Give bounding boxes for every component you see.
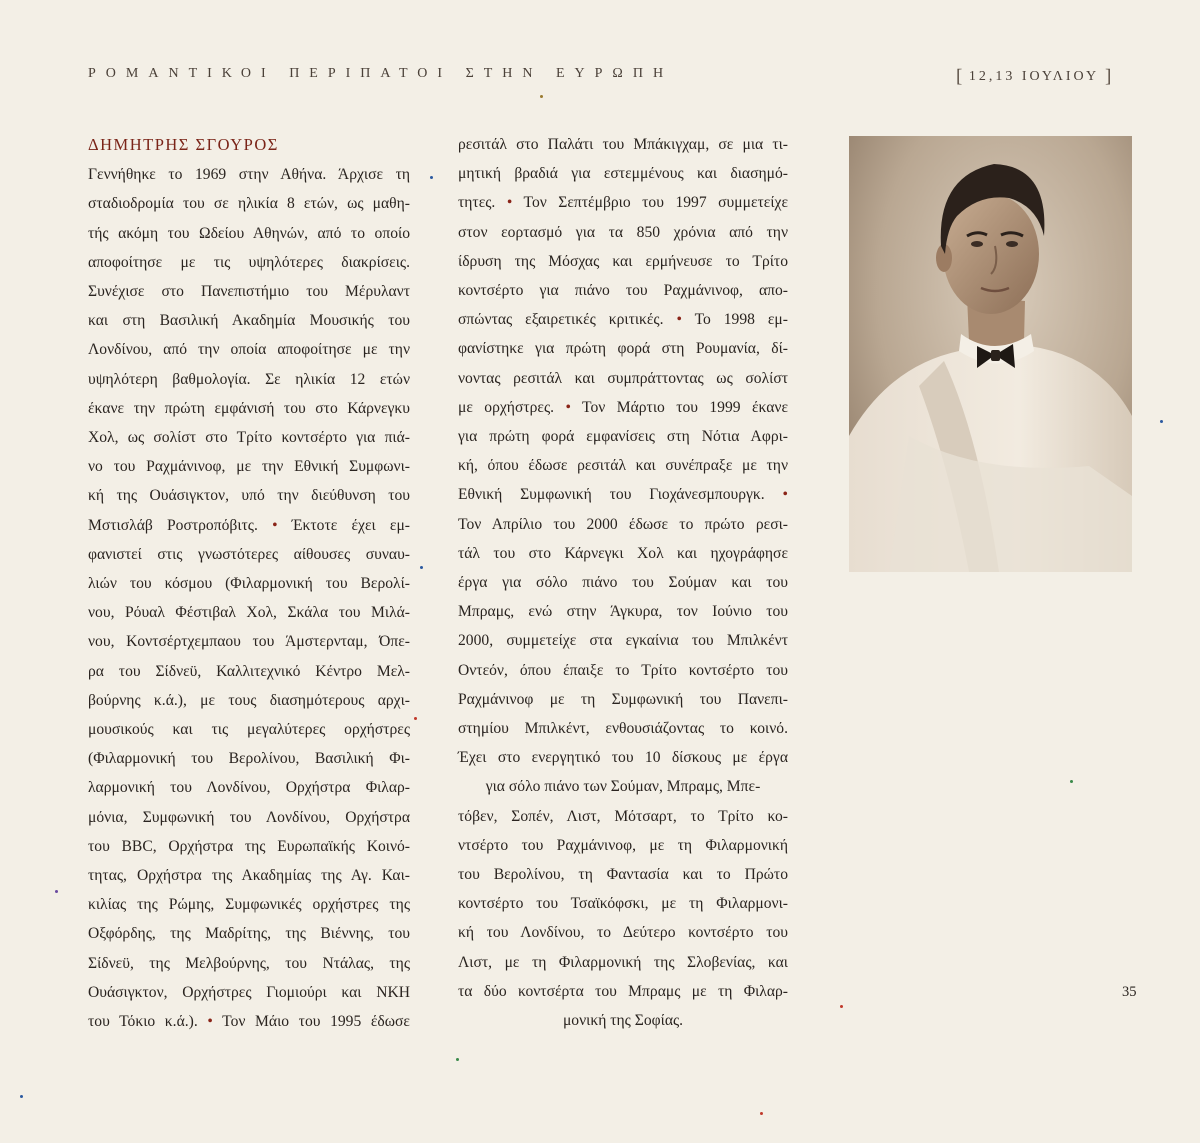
- text-line: έργα για σόλο πιάνο του Σούμαν και του: [458, 574, 788, 592]
- bullet-separator: •: [207, 1013, 213, 1031]
- text-line: [458, 480, 788, 509]
- text-line: έκανε την πρώτη εμφάνισή του στο Κάρνεγκυ: [88, 399, 410, 417]
- text-column-1: [88, 130, 410, 1036]
- text-line: στον εορτασμό για τα 850 χρόνια από την: [458, 223, 788, 241]
- running-title: ΡΟΜΑΝΤΙΚΟΙ ΠΕΡΙΠΑΤΟΙ ΣΤΗΝ ΕΥΡΩΠΗ: [88, 66, 674, 81]
- text-line: Οντεόν, όπου έπαιξε το Τρίτο κοντσέρτο του: [458, 661, 788, 679]
- text-line: μόνια, Συμφωνική του Λονδίνου, Ορχήστρα: [88, 808, 410, 826]
- text-line: του Βερολίνου, τη Φαντασία και το Πρώτο: [458, 866, 788, 884]
- text-line: κή της Ουάσιγκτον, υπό την διεύθυνση του: [88, 487, 410, 505]
- text-line: σταδιοδρομία του σε ηλικία 8 ετών, ως μαθη-: [88, 195, 410, 213]
- text-line: τάλ του στο Κάρνεγκι Χολ και ηχογράφησε: [458, 544, 788, 562]
- text-line: [88, 1007, 410, 1036]
- text-line: Τον Απρίλιο του 2000 έδωσε το πρώτο ρεσι-: [458, 515, 788, 533]
- text-line: Οξφόρδης, της Μαδρίτης, της Βιέννης, του: [88, 925, 410, 943]
- text-line: [458, 393, 788, 422]
- text-line: Λιστ, με τη Φιλαρμονική της Σλοβενίας, και: [458, 953, 788, 971]
- text-line: λιών του κόσμου (Φιλαρμονική του Βερολί-: [88, 575, 410, 593]
- text-line: για σόλο πιάνο των Σούμαν, Μπραμς, Μπε-: [485, 778, 761, 796]
- text-line: Λονδίνου, από την οποία αποφοίτησε με την: [88, 341, 410, 359]
- text-line: (Φιλαρμονική του Βερολίνου, Βασιλική Φι-: [88, 750, 410, 768]
- text-line: φανιστεί στις γνωστότερες αίθουσες συναυ-: [88, 545, 410, 563]
- text-line: μητική βραδιά για εστεμμένους και διασημό-: [458, 165, 788, 183]
- text-segment: με ορχήστρες.: [458, 398, 555, 416]
- portrait-illustration: [849, 136, 1132, 572]
- text-line: αποφοίτησε με τις υψηλότερες διακρίσεις.: [88, 253, 410, 271]
- text-line: του BBC, Ορχήστρα της Ευρωπαϊκής Κοινό-: [88, 837, 410, 855]
- text-segment: Τον Μάρτιο του 1999 έκανε: [582, 398, 789, 416]
- text-line: φανίστηκε για πρώτη φορά στη Ρουμανία, δί-: [458, 340, 788, 358]
- bullet-separator: •: [676, 311, 682, 329]
- text-segment: Έκτοτε έχει εμ-: [291, 516, 410, 534]
- text-line: Ουάσιγκτον, Ορχήστρες Γιομιούρι και ΝΚΗ: [88, 983, 410, 1001]
- date-label: 12,13 ΙΟΥΛΙΟΥ: [968, 69, 1099, 84]
- text-line: τα δύο κοντσέρτα του Μπραμς με τη Φιλαρ-: [458, 982, 788, 1000]
- text-line: κοντσέρτο του Τσαϊκόφσκι, με τη Φιλαρμονι-: [458, 895, 788, 913]
- text-line: [88, 511, 410, 540]
- bullet-separator: •: [272, 516, 278, 534]
- bullet-separator: •: [565, 398, 571, 416]
- text-line: λαρμονική του Λονδίνου, Ορχήστρα Φιλαρ-: [88, 779, 410, 797]
- text-line: [458, 188, 788, 217]
- text-line: Συνέχισε στο Πανεπιστήμιο του Μέρυλαντ: [88, 283, 410, 301]
- text-line: Έχει στο ενεργητικό του 10 δίσκους με έργα: [458, 749, 788, 767]
- text-segment: του Τόκιο κ.ά.).: [88, 1013, 198, 1031]
- text-line: κή του Λονδίνου, το Δεύτερο κοντσέρτο του: [458, 924, 788, 942]
- text-line: ρα του Σίδνεϋ, Καλλιτεχνικό Κέντρο Μελ-: [88, 662, 410, 680]
- text-line: νου, Ρόυαλ Φέστιβαλ Χολ, Σκάλα του Μιλά-: [88, 604, 410, 622]
- bracket-open: [: [956, 66, 963, 87]
- text-line: [458, 305, 788, 334]
- artist-name-heading: ΔΗΜΗΤΡΗΣ ΣΓΟΥΡΟΣ: [88, 135, 279, 154]
- text-column-2: [458, 130, 788, 1035]
- text-line: Γεννήθηκε το 1969 στην Αθήνα. Άρχισε τη: [88, 166, 410, 184]
- text-line: τητας, Ορχήστρα της Ακαδημίας της Αγ. Και-: [88, 867, 410, 885]
- date-range: [956, 66, 1111, 88]
- text-line: Σίδνεϋ, της Μελβούρνης, του Ντάλας, της: [88, 954, 410, 972]
- text-line: μονική της Σοφίας.: [562, 1012, 684, 1030]
- text-line: μουσικούς και τις μεγαλύτερες ορχήστρες: [88, 721, 410, 739]
- text-line: νοντας ρεσιτάλ και συμπράττοντας ως σολίστ: [458, 369, 788, 387]
- text-line: τόβεν, Σοπέν, Λιστ, Μότσαρτ, το Τρίτο κο-: [458, 807, 788, 825]
- text-line: για πρώτη φορά εμφανίσεις στη Νότια Αφρι-: [458, 428, 788, 446]
- text-line: 2000, συμμετείχε στα εγκαίνια του Μπιλκέντ: [458, 632, 788, 650]
- text-segment: Τον Σεπτέμβριο του 1997 συμμετείχε: [523, 194, 788, 212]
- text-segment: Το 1998 εμ-: [694, 311, 788, 329]
- text-segment: σπώντας εξαιρετικές κριτικές.: [458, 311, 664, 329]
- text-line: κή, όπου έδωσε ρεσιτάλ και συνέπραξε με την: [458, 457, 788, 475]
- bullet-separator: •: [782, 486, 788, 504]
- text-segment: Τον Μάιο του 1995 έδωσε: [222, 1013, 410, 1031]
- text-line: στημίου Μπιλκέντ, ενθουσιάζοντας το κοινό.: [458, 720, 788, 738]
- portrait-photo: [849, 136, 1132, 572]
- text-line: και στη Βασιλική Ακαδημία Μουσικής του: [88, 312, 410, 330]
- text-line: Ραχμάνινοφ με τη Συμφωνική του Πανεπι-: [458, 690, 788, 708]
- text-line: ντσέρτο του Ραχμάνινοφ, με τη Φιλαρμονική: [458, 836, 788, 854]
- text-line: κιλίας της Ρώμης, Συμφωνικές ορχήστρες της: [88, 896, 410, 914]
- text-line: βούρνης κ.ά.), με τους διασημότερους αρχι-: [88, 691, 410, 709]
- text-segment: Εθνική Συμφωνική του Γιοχάνεσμπουργκ.: [458, 486, 765, 504]
- bullet-separator: •: [506, 194, 513, 212]
- text-line: ίδρυση της Μόσχας και ερμήνευσε το Τρίτο: [458, 252, 788, 270]
- text-line: κοντσέρτο για πιάνο του Ραχμάνινοφ, απο-: [458, 282, 788, 300]
- text-line: Χολ, ως σολίστ στο Τρίτο κοντσέρτο για πιά-: [88, 429, 410, 447]
- text-line: τής ακόμη του Ωδείου Αθηνών, από το οποίο: [88, 224, 410, 242]
- text-line: υψηλότερη βαθμολογία. Σε ηλικία 12 ετών: [88, 370, 410, 388]
- page-number: 35: [1122, 984, 1137, 1000]
- text-segment: τητες.: [458, 194, 496, 212]
- text-line: νου, Κοντσέρτχεμπαου του Άμστερνταμ, Όπε-: [88, 633, 410, 651]
- text-line: Μπραμς, ενώ στην Άγκυρα, τον Ιούνιο του: [458, 603, 788, 621]
- text-line: ρεσιτάλ στο Παλάτι του Μπάκιγχαμ, σε μια τι-: [458, 136, 788, 153]
- bracket-close: ]: [1105, 66, 1112, 87]
- text-segment: Μστισλάβ Ροστροπόβιτς.: [88, 516, 258, 534]
- text-line: νο του Ραχμάνινοφ, με την Εθνική Συμφωνι-: [88, 458, 410, 476]
